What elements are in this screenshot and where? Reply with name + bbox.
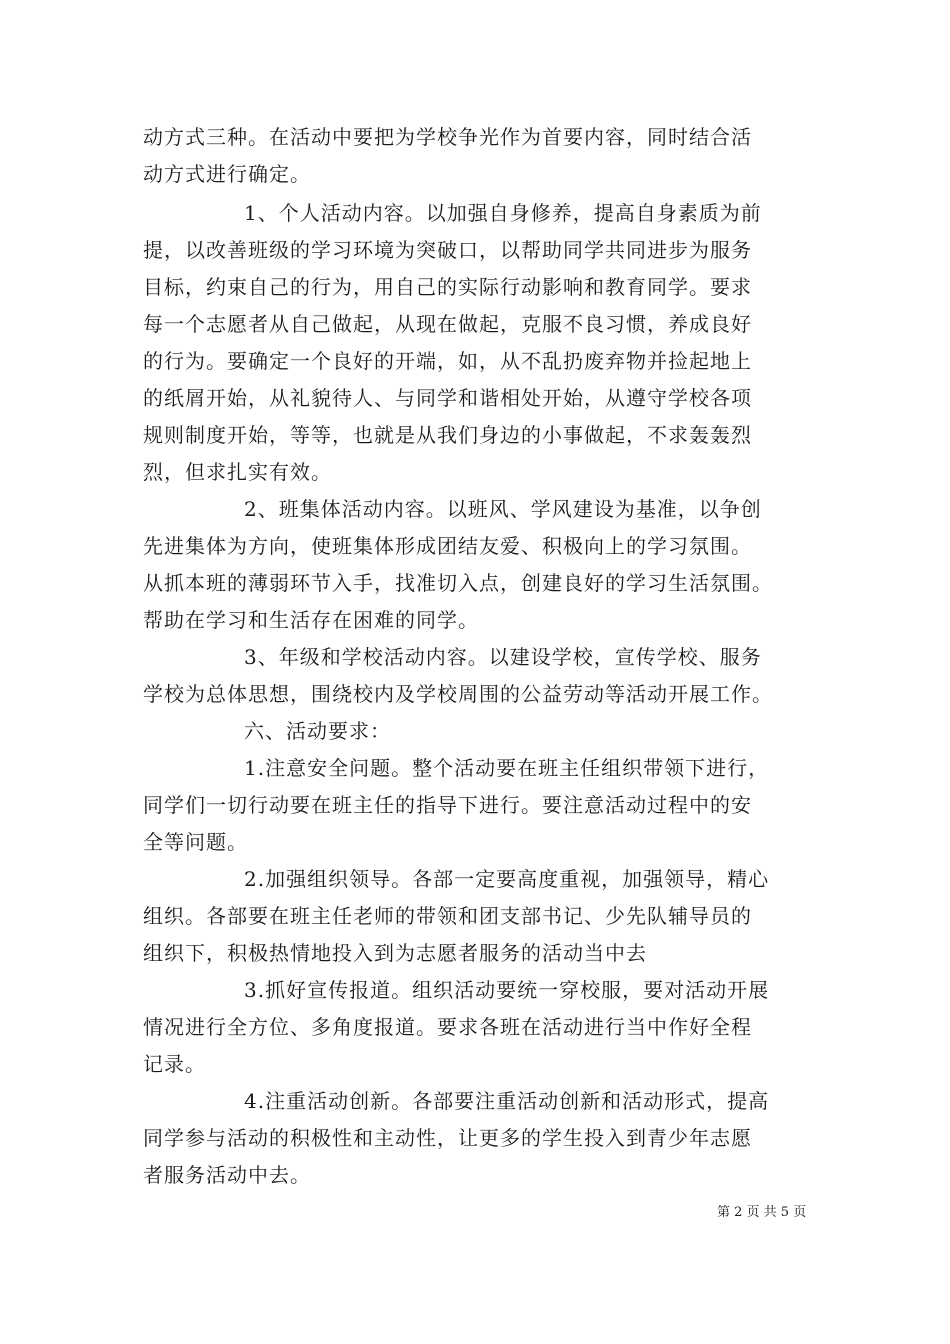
body-line: 烈，但求扎实有效。 [143, 460, 332, 484]
body-line: 同学参与活动的积极性和主动性，让更多的学生投入到青少年志愿 [143, 1126, 752, 1150]
paragraph-start: 3.抓好宣传报道。组织活动要统一穿校服，要对活动开展 [244, 978, 770, 1002]
body-line: 提，以改善班级的学习环境为突破口，以帮助同学共同进步为服务 [143, 238, 752, 262]
body-line: 动方式进行确定。 [143, 162, 311, 186]
paragraph-start: 2.加强组织领导。各部一定要高度重视，加强领导，精心 [244, 867, 770, 891]
paragraph-start: 3、年级和学校活动内容。以建设学校，宣传学校、服务 [244, 645, 762, 669]
paragraph-start: 4.注重活动创新。各部要注重活动创新和活动形式，提高 [244, 1089, 770, 1113]
body-line: 组织下，积极热情地投入到为志愿者服务的活动当中去 [143, 941, 647, 965]
body-line: 帮助在学习和生活存在困难的同学。 [143, 608, 479, 632]
body-line: 组织。各部要在班主任老师的带领和团支部书记、少先队辅导员的 [143, 904, 752, 928]
page-footer: 第 2 页 共 5 页 [717, 1205, 807, 1220]
body-line: 的纸屑开始，从礼貌待人、与同学和谐相处开始，从遵守学校各项 [143, 386, 752, 410]
paragraph-start: 1.注意安全问题。整个活动要在班主任组织带领下进行， [244, 756, 770, 780]
section-heading: 六、活动要求： [244, 719, 391, 743]
body-line: 动方式三种。在活动中要把为学校争光作为首要内容，同时结合活 [143, 125, 752, 149]
body-line: 每一个志愿者从自己做起，从现在做起，克服不良习惯，养成良好 [143, 312, 752, 336]
body-line: 记录。 [143, 1052, 206, 1076]
body-line: 先进集体为方向，使班集体形成团结友爱、积极向上的学习氛围。 [143, 534, 752, 558]
paragraph-start: 1、个人活动内容。以加强自身修养，提高自身素质为前 [244, 201, 762, 225]
paragraph-start: 2、班集体活动内容。以班风、学风建设为基准，以争创 [244, 497, 762, 521]
body-line: 从抓本班的薄弱环节入手，找准切入点，创建良好的学习生活氛围。 [143, 571, 773, 595]
body-line: 同学们一切行动要在班主任的指导下进行。要注意活动过程中的安 [143, 793, 752, 817]
body-line: 规则制度开始，等等，也就是从我们身边的小事做起，不求轰轰烈 [143, 423, 752, 447]
body-line: 的行为。要确定一个良好的开端，如，从不乱扔废弃物并捡起地上 [143, 349, 752, 373]
body-line: 目标，约束自己的行为，用自己的实际行动影响和教育同学。要求 [143, 275, 752, 299]
body-line: 者服务活动中去。 [143, 1163, 311, 1187]
body-line: 全等问题。 [143, 830, 248, 854]
body-line: 学校为总体思想，围绕校内及学校周围的公益劳动等活动开展工作。 [143, 682, 773, 706]
body-line: 情况进行全方位、多角度报道。要求各班在活动进行当中作好全程 [143, 1015, 752, 1039]
